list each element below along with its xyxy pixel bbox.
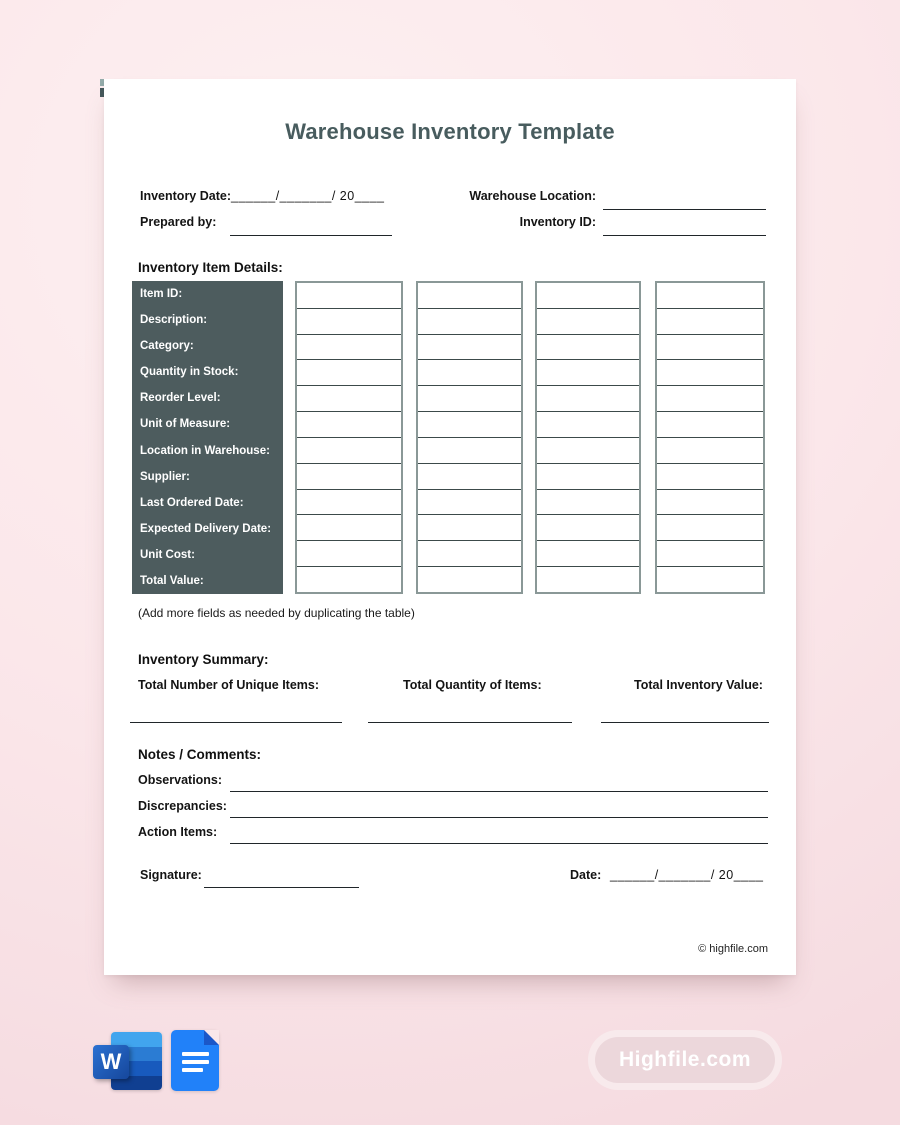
item-detail-cell[interactable] xyxy=(537,283,639,309)
total-quantity-label: Total Quantity of Items: xyxy=(403,678,542,692)
item-detail-cell[interactable] xyxy=(418,335,521,361)
item-detail-row-label: Quantity in Stock: xyxy=(140,366,239,379)
inventory-date-blank[interactable]: ______/_______/ 20____ xyxy=(231,189,385,203)
item-detail-cell[interactable] xyxy=(297,541,401,567)
item-detail-cell[interactable] xyxy=(657,412,763,438)
item-detail-cell[interactable] xyxy=(537,335,639,361)
observations-line[interactable] xyxy=(230,791,768,792)
item-detail-cell[interactable] xyxy=(657,464,763,490)
item-detail-cell[interactable] xyxy=(657,386,763,412)
item-details-label-column xyxy=(132,281,283,594)
total-value-line[interactable] xyxy=(601,722,769,723)
item-detail-cell[interactable] xyxy=(418,567,521,592)
discrepancies-label: Discrepancies: xyxy=(138,799,227,813)
google-docs-icon-line xyxy=(182,1060,209,1064)
item-detail-cell[interactable] xyxy=(537,438,639,464)
item-details-data-column xyxy=(295,281,403,594)
prepared-by-label: Prepared by: xyxy=(140,215,217,229)
item-detail-row-label: Expected Delivery Date: xyxy=(140,522,272,535)
item-detail-cell[interactable] xyxy=(537,567,639,592)
item-detail-cell[interactable] xyxy=(537,490,639,516)
item-details-data-column xyxy=(655,281,765,594)
item-detail-cell[interactable] xyxy=(297,309,401,335)
item-detail-cell[interactable] xyxy=(297,490,401,516)
item-detail-cell[interactable] xyxy=(657,360,763,386)
notes-comments-heading: Notes / Comments: xyxy=(138,747,262,762)
item-detail-cell[interactable] xyxy=(537,541,639,567)
item-detail-row-label: Item ID: xyxy=(140,288,183,301)
item-detail-row-label: Unit of Measure: xyxy=(140,418,231,431)
item-detail-row-label: Unit Cost: xyxy=(140,548,195,561)
item-detail-cell[interactable] xyxy=(657,490,763,516)
item-detail-cell[interactable] xyxy=(297,283,401,309)
item-detail-cell[interactable] xyxy=(537,464,639,490)
item-detail-row-label: Location in Warehouse: xyxy=(140,444,270,457)
google-docs-icon-line xyxy=(182,1068,203,1072)
inventory-date-label: Inventory Date: xyxy=(140,189,231,203)
item-detail-cell[interactable] xyxy=(297,386,401,412)
action-items-label: Action Items: xyxy=(138,825,218,839)
item-detail-row-label: Reorder Level: xyxy=(140,392,221,405)
inventory-summary-heading: Inventory Summary: xyxy=(138,652,269,667)
item-detail-cell[interactable] xyxy=(537,515,639,541)
item-detail-cell[interactable] xyxy=(657,438,763,464)
item-detail-cell[interactable] xyxy=(537,360,639,386)
item-details-data-column xyxy=(535,281,641,594)
item-detail-row-label: Total Value: xyxy=(140,574,204,587)
item-detail-cell[interactable] xyxy=(657,541,763,567)
signature-label: Signature: xyxy=(140,868,202,882)
item-detail-cell[interactable] xyxy=(418,386,521,412)
highfile-watermark[interactable]: Highfile.com xyxy=(595,1037,775,1083)
item-detail-cell[interactable] xyxy=(537,412,639,438)
item-detail-cell[interactable] xyxy=(418,438,521,464)
item-detail-row-label: Description: xyxy=(140,314,208,327)
word-icon-letter: W xyxy=(93,1045,129,1079)
inventory-id-label: Inventory ID: xyxy=(519,215,596,229)
google-docs-icon[interactable] xyxy=(171,1030,219,1091)
warehouse-location-label: Warehouse Location: xyxy=(469,189,596,203)
item-detail-cell[interactable] xyxy=(297,515,401,541)
page-title: Warehouse Inventory Template xyxy=(285,119,615,144)
date-label: Date: xyxy=(570,868,602,882)
item-details-heading: Inventory Item Details: xyxy=(138,260,283,275)
item-detail-cell[interactable] xyxy=(657,283,763,309)
copyright-text: © highfile.com xyxy=(698,943,768,955)
item-detail-cell[interactable] xyxy=(297,360,401,386)
prepared-by-line[interactable] xyxy=(230,235,392,236)
item-detail-cell[interactable] xyxy=(657,515,763,541)
action-items-line[interactable] xyxy=(230,843,768,844)
warehouse-location-line[interactable] xyxy=(603,209,766,210)
item-detail-row-label: Supplier: xyxy=(140,470,190,483)
total-unique-items-line[interactable] xyxy=(130,722,342,723)
item-detail-cell[interactable] xyxy=(418,412,521,438)
item-detail-cell[interactable] xyxy=(537,386,639,412)
google-docs-icon-fold xyxy=(204,1030,219,1045)
item-detail-row-label: Last Ordered Date: xyxy=(140,496,244,509)
word-icon[interactable] xyxy=(93,1031,163,1092)
item-detail-cell[interactable] xyxy=(297,567,401,592)
item-detail-cell[interactable] xyxy=(657,335,763,361)
item-detail-cell[interactable] xyxy=(537,309,639,335)
item-detail-cell[interactable] xyxy=(418,541,521,567)
item-detail-cell[interactable] xyxy=(418,515,521,541)
total-quantity-line[interactable] xyxy=(368,722,572,723)
item-detail-row-label: Category: xyxy=(140,340,194,353)
item-detail-cell[interactable] xyxy=(657,567,763,592)
item-detail-cell[interactable] xyxy=(297,412,401,438)
item-detail-cell[interactable] xyxy=(657,309,763,335)
date-blank[interactable]: ______/_______/ 20____ xyxy=(610,868,764,882)
total-unique-items-label: Total Number of Unique Items: xyxy=(138,678,320,692)
discrepancies-line[interactable] xyxy=(230,817,768,818)
google-docs-icon-line xyxy=(182,1052,209,1056)
inventory-id-line[interactable] xyxy=(603,235,766,236)
item-detail-cell[interactable] xyxy=(418,360,521,386)
item-details-data-column xyxy=(416,281,523,594)
item-detail-cell[interactable] xyxy=(418,283,521,309)
total-value-label: Total Inventory Value: xyxy=(634,678,763,692)
signature-line[interactable] xyxy=(204,887,359,888)
duplicate-table-note: (Add more fields as needed by duplicating the table) xyxy=(138,606,415,620)
item-detail-cell[interactable] xyxy=(297,335,401,361)
item-detail-cell[interactable] xyxy=(418,309,521,335)
item-detail-cell[interactable] xyxy=(297,464,401,490)
document-page xyxy=(104,79,796,975)
item-detail-cell[interactable] xyxy=(418,490,521,516)
observations-label: Observations: xyxy=(138,773,223,787)
item-detail-cell[interactable] xyxy=(297,438,401,464)
item-detail-cell[interactable] xyxy=(418,464,521,490)
